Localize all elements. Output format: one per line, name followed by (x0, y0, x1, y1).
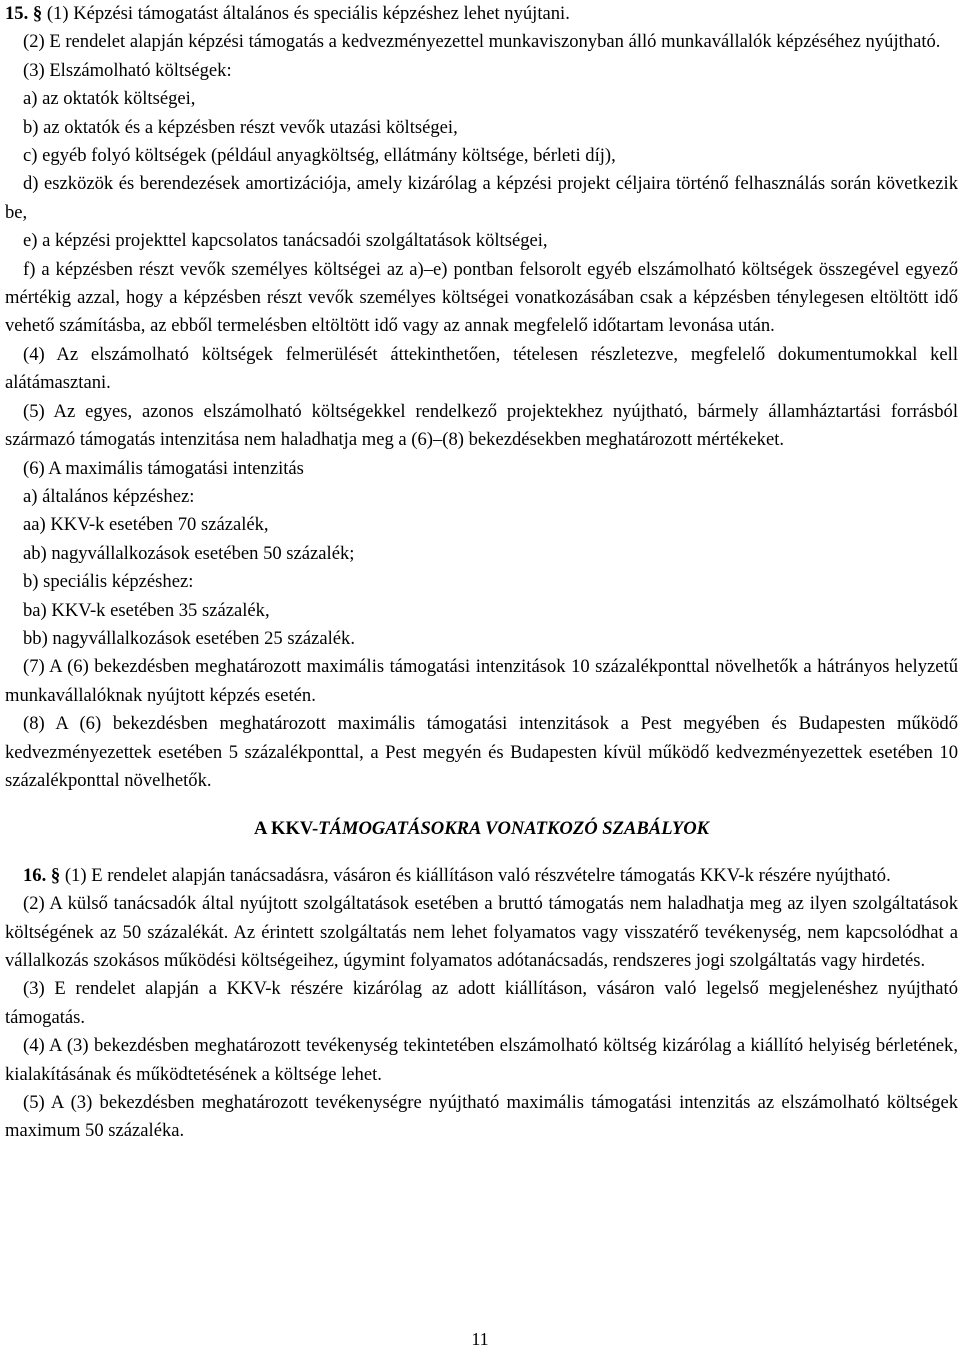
intensity-item-b: b) speciális képzéshez: (23, 571, 194, 593)
costs-item-d: d) eszközök és berendezések amortizációja, amely kizárólag a képzési projekt céljaira történő felhasználás során következik be, (5, 173, 958, 223)
section-16-para-3: (3) E rendelet alapján a KKV-k részére kizárólag az adott kiállításon, vásáron való legelső megjelenéshez nyújtható támogatás. (5, 978, 958, 1028)
section-15-para-1-text: (1) Képzési támogatást általános és speciális képzéshez lehet nyújtani. (46, 3, 570, 24)
section-15-para-3: (3) Elszámolható költségek: (23, 59, 232, 81)
costs-item-f: f) a képzésben részt vevők személyes költségei az a)–e) pontban felsorolt egyéb elszámolható költségek összegével egyező mértékig azzal, hogy a képzésben részt vevők személyes költségei vonatkozásában csak a képzésben ténylegesen eltöltött idő vehető számításba, az ebből termelésben eltöltött idő vagy az annak megfelelő időtartam levonása után. (5, 258, 958, 337)
intensity-item-ab: ab) nagyvállalkozások esetében 50 százalék; (23, 542, 355, 564)
intensity-item-ba: ba) KKV-k esetében 35 százalék, (23, 599, 270, 621)
costs-item-b: b) az oktatók és a képzésben részt vevők utazási költségei, (23, 116, 458, 138)
document-page (5, 0, 958, 1146)
section-15-para-7: (7) A (6) bekezdésben meghatározott maximális támogatási intenzitások 10 százalékponttal növelhetők a hátrányos helyzetű munkavállalóknak nyújtott képzés esetén. (5, 656, 958, 706)
section-16-para-4: (4) A (3) bekezdésben meghatározott tevékenység tekintetében elszámolható költség kizárólag a kiállító helyiség bérletének, kialakításának és működtetésének a költsége lehet. (5, 1035, 958, 1085)
section-heading-italic: TÁMOGATÁSOKRA VONATKOZÓ SZABÁLYOK (318, 818, 710, 840)
section-16-para-5: (5) A (3) bekezdésben meghatározott tevékenységre nyújtható maximális támogatási intenzitás az elszámolható költségek maximum 50 százaléka. (5, 1092, 958, 1142)
paragraph-symbol: § (32, 3, 43, 24)
intensity-item-aa: aa) KKV-k esetében 70 százalék, (23, 514, 269, 536)
costs-item-c: c) egyéb folyó költségek (például anyagköltség, ellátmány költsége, bérleti díj), (23, 145, 616, 167)
page-number: 11 (471, 1329, 489, 1349)
section-16-para-2: (2) A külső tanácsadók által nyújtott szolgáltatások esetében a bruttó támogatás nem haladhatja meg az ilyen szolgáltatások költségének az 50 százalékát. Az érintett szolgáltatás nem lehet folyamatos vagy visszatérő tevékenység, nem kapcsolódhat a vállalkozás szokásos működési költségeihez, úgymint folyamatos adótanácsadás, rendszeres jogi szolgáltatás vagy hirdetés. (5, 893, 958, 971)
section-16-number: 16. (23, 864, 47, 886)
section-15-para-6: (6) A maximális támogatási intenzitás (23, 457, 304, 479)
section-15-para-5: (5) Az egyes, azonos elszámolható költségekkel rendelkező projektekhez nyújtható, bármely államháztartási forrásból származó támogatás intenzitása nem haladhatja meg a (6)–(8) bekezdésekben meghatározott mértékeket. (5, 400, 958, 451)
section-15-para-4: (4) Az elszámolható költségek felmerülését áttekinthetően, tételesen részletezve, megfelelő dokumentumokkal kell alátámasztani. (5, 343, 958, 394)
section-heading-prefix: A KKV- (253, 818, 319, 840)
paragraph-symbol: § (50, 864, 61, 886)
section-15-para-2: (2) E rendelet alapján képzési támogatás a kedvezményezettel munkaviszonyban álló munkavállalók képzéséhez nyújtható. (23, 31, 941, 53)
intensity-item-a: a) általános képzéshez: (23, 485, 195, 507)
intensity-item-bb: bb) nagyvállalkozások esetében 25 százalék. (23, 627, 355, 649)
section-15-para-8: (8) A (6) bekezdésben meghatározott maximális támogatási intenzitások a Pest megyében és Budapesten működő kedvezményezettek esetében 5 százalékponttal, a Pest megyén és Budapesten kívül működő kedvezményezettek esetében 10 százalékponttal növelhetők. (5, 713, 958, 791)
costs-item-e: e) a képzési projekttel kapcsolatos tanácsadói szolgáltatások költségei, (23, 230, 548, 252)
section-15-number: 15. (5, 3, 29, 24)
section-16-para-1 (5, 862, 958, 890)
section-16-para-1-text: (1) E rendelet alapján tanácsadásra, vásáron és kiállításon való részvételre támogatás KKV-k részére nyújtható. (64, 864, 891, 886)
section-15-para-1 (5, 0, 958, 28)
costs-item-a: a) az oktatók költségei, (23, 88, 196, 110)
section-heading (5, 815, 958, 843)
